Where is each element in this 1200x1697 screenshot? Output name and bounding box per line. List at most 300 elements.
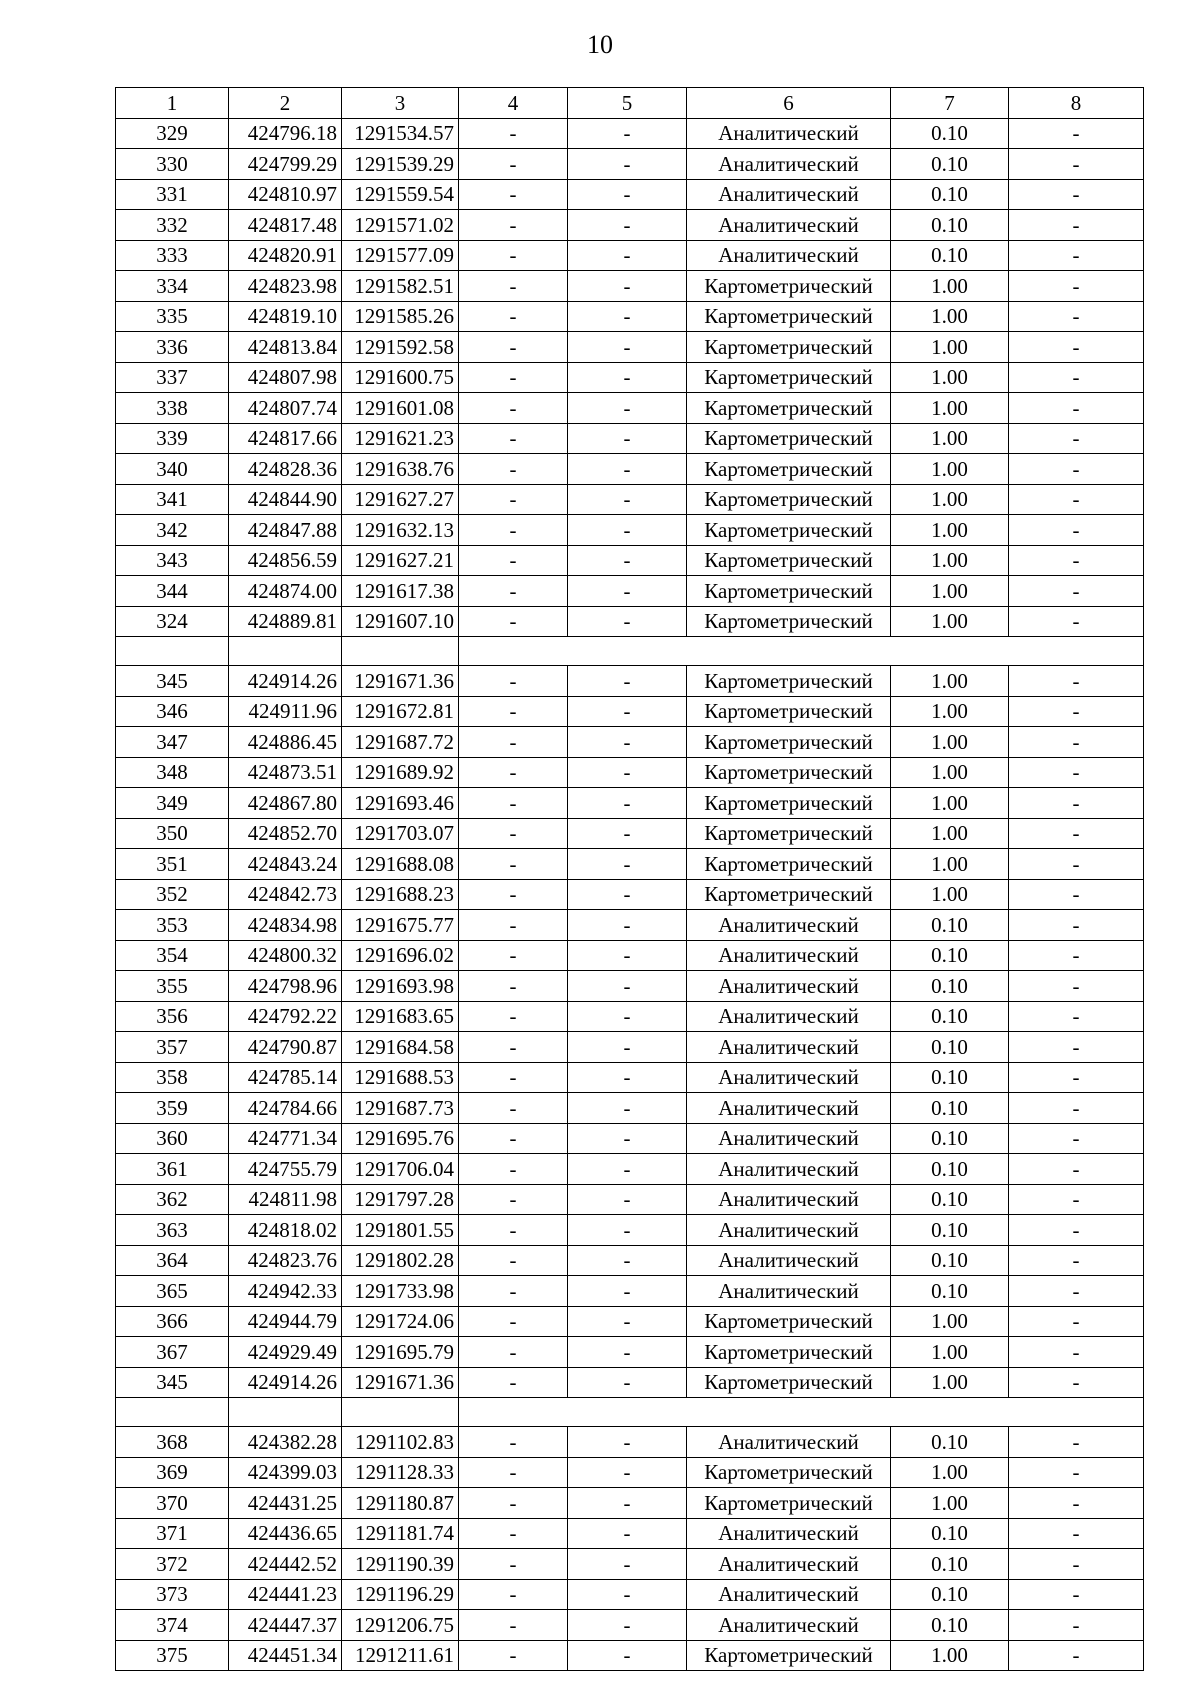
y-coordinate-cell: 1291627.27: [342, 484, 459, 515]
column-8-cell: -: [1009, 240, 1144, 271]
table-row: [116, 1427, 1144, 1458]
precision-cell: 0.10: [891, 1518, 1009, 1549]
precision-cell: 0.10: [891, 1154, 1009, 1185]
y-coordinate-cell: 1291675.77: [342, 910, 459, 941]
column-5-cell: -: [568, 1306, 687, 1337]
y-coordinate-cell: 1291600.75: [342, 362, 459, 393]
method-cell: Аналитический: [687, 1062, 891, 1093]
method-cell: Аналитический: [687, 240, 891, 271]
method-cell: Картометрический: [687, 1306, 891, 1337]
column-header: 2: [229, 88, 342, 119]
column-5-cell: -: [568, 454, 687, 485]
table-row: [116, 1306, 1144, 1337]
x-coordinate-cell: 424810.97: [229, 179, 342, 210]
y-coordinate-cell: 1291687.72: [342, 727, 459, 758]
table-row: [116, 1032, 1144, 1063]
precision-cell: 1.00: [891, 393, 1009, 424]
precision-cell: 0.10: [891, 1549, 1009, 1580]
y-coordinate-cell: 1291688.53: [342, 1062, 459, 1093]
y-coordinate-cell: 1291632.13: [342, 515, 459, 546]
method-cell: Картометрический: [687, 332, 891, 363]
point-number-cell: 367: [116, 1337, 229, 1368]
y-coordinate-cell: 1291627.21: [342, 545, 459, 576]
column-5-cell: -: [568, 1276, 687, 1307]
precision-cell: 1.00: [891, 545, 1009, 576]
point-number-cell: 371: [116, 1518, 229, 1549]
column-4-cell: -: [459, 362, 568, 393]
point-number-cell: 331: [116, 179, 229, 210]
column-5-cell: -: [568, 240, 687, 271]
column-5-cell: -: [568, 484, 687, 515]
x-coordinate-cell: 424929.49: [229, 1337, 342, 1368]
y-coordinate-cell: 1291688.23: [342, 879, 459, 910]
column-4-cell: -: [459, 210, 568, 241]
x-coordinate-cell: 424843.24: [229, 849, 342, 880]
empty-cell: [459, 1398, 1144, 1427]
x-coordinate-cell: 424441.23: [229, 1579, 342, 1610]
y-coordinate-cell: 1291128.33: [342, 1457, 459, 1488]
precision-cell: 1.00: [891, 788, 1009, 819]
column-5-cell: -: [568, 1367, 687, 1398]
column-5-cell: -: [568, 940, 687, 971]
column-5-cell: -: [568, 1427, 687, 1458]
x-coordinate-cell: 424785.14: [229, 1062, 342, 1093]
x-coordinate-cell: 424817.48: [229, 210, 342, 241]
point-number-cell: 335: [116, 301, 229, 332]
y-coordinate-cell: 1291684.58: [342, 1032, 459, 1063]
column-4-cell: -: [459, 1215, 568, 1246]
column-4-cell: -: [459, 606, 568, 637]
method-cell: Картометрический: [687, 696, 891, 727]
column-8-cell: -: [1009, 1579, 1144, 1610]
point-number-cell: 330: [116, 149, 229, 180]
column-8-cell: -: [1009, 545, 1144, 576]
precision-cell: 0.10: [891, 1245, 1009, 1276]
column-8-cell: -: [1009, 727, 1144, 758]
y-coordinate-cell: 1291585.26: [342, 301, 459, 332]
method-cell: Картометрический: [687, 393, 891, 424]
column-5-cell: -: [568, 1549, 687, 1580]
point-number-cell: 370: [116, 1488, 229, 1519]
point-number-cell: 365: [116, 1276, 229, 1307]
y-coordinate-cell: 1291539.29: [342, 149, 459, 180]
column-4-cell: -: [459, 1367, 568, 1398]
column-5-cell: -: [568, 210, 687, 241]
x-coordinate-cell: 424818.02: [229, 1215, 342, 1246]
column-8-cell: -: [1009, 332, 1144, 363]
point-number-cell: 347: [116, 727, 229, 758]
precision-cell: 1.00: [891, 1367, 1009, 1398]
column-4-cell: -: [459, 1640, 568, 1671]
y-coordinate-cell: 1291696.02: [342, 940, 459, 971]
table-row: [116, 1579, 1144, 1610]
precision-cell: 1.00: [891, 1457, 1009, 1488]
y-coordinate-cell: 1291582.51: [342, 271, 459, 302]
column-5-cell: -: [568, 423, 687, 454]
column-4-cell: -: [459, 332, 568, 363]
column-5-cell: -: [568, 1215, 687, 1246]
point-number-cell: 360: [116, 1123, 229, 1154]
column-5-cell: -: [568, 757, 687, 788]
column-5-cell: -: [568, 1640, 687, 1671]
column-8-cell: -: [1009, 301, 1144, 332]
column-4-cell: -: [459, 1427, 568, 1458]
table-row: [116, 1215, 1144, 1246]
y-coordinate-cell: 1291571.02: [342, 210, 459, 241]
y-coordinate-cell: 1291102.83: [342, 1427, 459, 1458]
table-row: [116, 1640, 1144, 1671]
y-coordinate-cell: 1291601.08: [342, 393, 459, 424]
precision-cell: 0.10: [891, 1610, 1009, 1641]
point-number-cell: 329: [116, 118, 229, 149]
column-5-cell: -: [568, 301, 687, 332]
column-8-cell: -: [1009, 757, 1144, 788]
point-number-cell: 341: [116, 484, 229, 515]
column-4-cell: -: [459, 1457, 568, 1488]
point-number-cell: 343: [116, 545, 229, 576]
table-row: [116, 1123, 1144, 1154]
table-row: [116, 788, 1144, 819]
column-4-cell: -: [459, 1610, 568, 1641]
precision-cell: 0.10: [891, 910, 1009, 941]
column-8-cell: -: [1009, 666, 1144, 697]
precision-cell: 1.00: [891, 454, 1009, 485]
point-number-cell: 356: [116, 1001, 229, 1032]
column-8-cell: -: [1009, 1337, 1144, 1368]
point-number-cell: 372: [116, 1549, 229, 1580]
column-8-cell: -: [1009, 179, 1144, 210]
x-coordinate-cell: 424431.25: [229, 1488, 342, 1519]
precision-cell: 1.00: [891, 332, 1009, 363]
column-5-cell: -: [568, 971, 687, 1002]
column-8-cell: -: [1009, 393, 1144, 424]
column-8-cell: -: [1009, 1123, 1144, 1154]
table-row: [116, 1518, 1144, 1549]
y-coordinate-cell: 1291797.28: [342, 1184, 459, 1215]
table-row: [116, 1245, 1144, 1276]
column-header: 4: [459, 88, 568, 119]
method-cell: Картометрический: [687, 849, 891, 880]
y-coordinate-cell: 1291683.65: [342, 1001, 459, 1032]
point-number-cell: 349: [116, 788, 229, 819]
y-coordinate-cell: 1291688.08: [342, 849, 459, 880]
column-4-cell: -: [459, 271, 568, 302]
column-5-cell: -: [568, 1245, 687, 1276]
column-8-cell: -: [1009, 576, 1144, 607]
x-coordinate-cell: 424823.76: [229, 1245, 342, 1276]
y-coordinate-cell: 1291621.23: [342, 423, 459, 454]
column-8-cell: -: [1009, 515, 1144, 546]
precision-cell: 0.10: [891, 971, 1009, 1002]
point-number-cell: 369: [116, 1457, 229, 1488]
column-4-cell: -: [459, 515, 568, 546]
precision-cell: 1.00: [891, 757, 1009, 788]
column-8-cell: -: [1009, 1427, 1144, 1458]
y-coordinate-cell: 1291534.57: [342, 118, 459, 149]
precision-cell: 1.00: [891, 727, 1009, 758]
column-4-cell: -: [459, 940, 568, 971]
column-4-cell: -: [459, 879, 568, 910]
point-number-cell: 344: [116, 576, 229, 607]
table-row: [116, 332, 1144, 363]
column-5-cell: -: [568, 576, 687, 607]
table-header-row: [116, 88, 1144, 119]
table-row: [116, 423, 1144, 454]
method-cell: Картометрический: [687, 1337, 891, 1368]
x-coordinate-cell: 424447.37: [229, 1610, 342, 1641]
method-cell: Картометрический: [687, 788, 891, 819]
column-4-cell: -: [459, 1579, 568, 1610]
precision-cell: 1.00: [891, 818, 1009, 849]
x-coordinate-cell: 424399.03: [229, 1457, 342, 1488]
table-row: [116, 118, 1144, 149]
point-number-cell: 334: [116, 271, 229, 302]
x-coordinate-cell: 424771.34: [229, 1123, 342, 1154]
point-number-cell: 359: [116, 1093, 229, 1124]
column-5-cell: -: [568, 332, 687, 363]
precision-cell: 0.10: [891, 149, 1009, 180]
column-8-cell: -: [1009, 1154, 1144, 1185]
precision-cell: 0.10: [891, 240, 1009, 271]
table-row: [116, 362, 1144, 393]
column-5-cell: -: [568, 1579, 687, 1610]
column-8-cell: -: [1009, 1488, 1144, 1519]
table-row: [116, 1337, 1144, 1368]
method-cell: Аналитический: [687, 1518, 891, 1549]
method-cell: Аналитический: [687, 1579, 891, 1610]
method-cell: Картометрический: [687, 818, 891, 849]
precision-cell: 1.00: [891, 1640, 1009, 1671]
column-4-cell: -: [459, 1093, 568, 1124]
column-4-cell: -: [459, 1549, 568, 1580]
x-coordinate-cell: 424799.29: [229, 149, 342, 180]
column-8-cell: -: [1009, 1306, 1144, 1337]
column-4-cell: -: [459, 788, 568, 819]
point-number-cell: 345: [116, 666, 229, 697]
point-number-cell: 358: [116, 1062, 229, 1093]
point-number-cell: 352: [116, 879, 229, 910]
column-5-cell: -: [568, 1518, 687, 1549]
table-row: [116, 879, 1144, 910]
column-8-cell: -: [1009, 940, 1144, 971]
column-8-cell: -: [1009, 484, 1144, 515]
point-number-cell: 362: [116, 1184, 229, 1215]
coordinates-table: [115, 87, 1144, 1671]
x-coordinate-cell: 424914.26: [229, 1367, 342, 1398]
y-coordinate-cell: 1291693.46: [342, 788, 459, 819]
method-cell: Аналитический: [687, 1001, 891, 1032]
column-4-cell: -: [459, 910, 568, 941]
column-8-cell: -: [1009, 454, 1144, 485]
method-cell: Аналитический: [687, 1184, 891, 1215]
point-number-cell: 337: [116, 362, 229, 393]
point-number-cell: 374: [116, 1610, 229, 1641]
y-coordinate-cell: 1291695.76: [342, 1123, 459, 1154]
table-row: [116, 1093, 1144, 1124]
method-cell: Аналитический: [687, 149, 891, 180]
column-5-cell: -: [568, 1093, 687, 1124]
column-header: 1: [116, 88, 229, 119]
method-cell: Картометрический: [687, 1367, 891, 1398]
column-8-cell: -: [1009, 210, 1144, 241]
precision-cell: 0.10: [891, 1093, 1009, 1124]
column-8-cell: -: [1009, 271, 1144, 302]
x-coordinate-cell: 424817.66: [229, 423, 342, 454]
x-coordinate-cell: 424844.90: [229, 484, 342, 515]
column-4-cell: -: [459, 393, 568, 424]
table-row: [116, 1549, 1144, 1580]
empty-cell: [342, 1398, 459, 1427]
table-row: [116, 1488, 1144, 1519]
column-5-cell: -: [568, 1337, 687, 1368]
column-4-cell: -: [459, 423, 568, 454]
method-cell: Картометрический: [687, 301, 891, 332]
precision-cell: 1.00: [891, 515, 1009, 546]
point-number-cell: 375: [116, 1640, 229, 1671]
method-cell: Картометрический: [687, 606, 891, 637]
column-5-cell: -: [568, 696, 687, 727]
precision-cell: 1.00: [891, 606, 1009, 637]
column-4-cell: -: [459, 149, 568, 180]
column-8-cell: -: [1009, 788, 1144, 819]
column-header: 6: [687, 88, 891, 119]
x-coordinate-cell: 424873.51: [229, 757, 342, 788]
point-number-cell: 361: [116, 1154, 229, 1185]
y-coordinate-cell: 1291559.54: [342, 179, 459, 210]
x-coordinate-cell: 424856.59: [229, 545, 342, 576]
column-5-cell: -: [568, 727, 687, 758]
y-coordinate-cell: 1291695.79: [342, 1337, 459, 1368]
column-8-cell: -: [1009, 1032, 1144, 1063]
x-coordinate-cell: 424914.26: [229, 666, 342, 697]
method-cell: Картометрический: [687, 666, 891, 697]
x-coordinate-cell: 424852.70: [229, 818, 342, 849]
x-coordinate-cell: 424828.36: [229, 454, 342, 485]
precision-cell: 1.00: [891, 1488, 1009, 1519]
method-cell: Картометрический: [687, 757, 891, 788]
precision-cell: 1.00: [891, 301, 1009, 332]
empty-cell: [116, 1398, 229, 1427]
method-cell: Аналитический: [687, 940, 891, 971]
column-5-cell: -: [568, 1123, 687, 1154]
y-coordinate-cell: 1291703.07: [342, 818, 459, 849]
precision-cell: 1.00: [891, 879, 1009, 910]
precision-cell: 1.00: [891, 849, 1009, 880]
method-cell: Аналитический: [687, 910, 891, 941]
empty-cell: [229, 1398, 342, 1427]
method-cell: Аналитический: [687, 210, 891, 241]
column-8-cell: -: [1009, 1215, 1144, 1246]
table-row: [116, 1154, 1144, 1185]
column-4-cell: -: [459, 545, 568, 576]
page-number: 10: [587, 30, 613, 59]
column-5-cell: -: [568, 362, 687, 393]
column-5-cell: -: [568, 149, 687, 180]
column-4-cell: -: [459, 1123, 568, 1154]
point-number-cell: 332: [116, 210, 229, 241]
column-5-cell: -: [568, 788, 687, 819]
method-cell: Картометрический: [687, 545, 891, 576]
column-8-cell: -: [1009, 1640, 1144, 1671]
y-coordinate-cell: 1291724.06: [342, 1306, 459, 1337]
table-row: [116, 666, 1144, 697]
x-coordinate-cell: 424911.96: [229, 696, 342, 727]
x-coordinate-cell: 424834.98: [229, 910, 342, 941]
y-coordinate-cell: 1291190.39: [342, 1549, 459, 1580]
column-8-cell: -: [1009, 118, 1144, 149]
x-coordinate-cell: 424436.65: [229, 1518, 342, 1549]
column-5-cell: -: [568, 271, 687, 302]
column-4-cell: -: [459, 1488, 568, 1519]
x-coordinate-cell: 424944.79: [229, 1306, 342, 1337]
column-8-cell: -: [1009, 606, 1144, 637]
table-row: [116, 696, 1144, 727]
column-8-cell: -: [1009, 1001, 1144, 1032]
method-cell: Картометрический: [687, 271, 891, 302]
table-row: [116, 1184, 1144, 1215]
point-number-cell: 342: [116, 515, 229, 546]
column-4-cell: -: [459, 666, 568, 697]
column-4-cell: -: [459, 1184, 568, 1215]
point-number-cell: 355: [116, 971, 229, 1002]
table-row: [116, 301, 1144, 332]
x-coordinate-cell: 424811.98: [229, 1184, 342, 1215]
column-header: 8: [1009, 88, 1144, 119]
column-8-cell: -: [1009, 1457, 1144, 1488]
column-4-cell: -: [459, 971, 568, 1002]
column-4-cell: -: [459, 484, 568, 515]
table-row: [116, 1367, 1144, 1398]
method-cell: Аналитический: [687, 1032, 891, 1063]
table-row: [116, 179, 1144, 210]
method-cell: Аналитический: [687, 971, 891, 1002]
column-4-cell: -: [459, 757, 568, 788]
column-4-cell: -: [459, 179, 568, 210]
precision-cell: 0.10: [891, 940, 1009, 971]
x-coordinate-cell: 424867.80: [229, 788, 342, 819]
precision-cell: 1.00: [891, 423, 1009, 454]
column-5-cell: -: [568, 179, 687, 210]
column-8-cell: -: [1009, 362, 1144, 393]
column-4-cell: -: [459, 240, 568, 271]
y-coordinate-cell: 1291181.74: [342, 1518, 459, 1549]
column-8-cell: -: [1009, 1276, 1144, 1307]
empty-cell: [342, 637, 459, 666]
precision-cell: 0.10: [891, 179, 1009, 210]
precision-cell: 0.10: [891, 1032, 1009, 1063]
table-row: [116, 727, 1144, 758]
column-8-cell: -: [1009, 1093, 1144, 1124]
precision-cell: 1.00: [891, 666, 1009, 697]
precision-cell: 0.10: [891, 1001, 1009, 1032]
column-8-cell: -: [1009, 1245, 1144, 1276]
empty-cell: [459, 637, 1144, 666]
precision-cell: 1.00: [891, 696, 1009, 727]
column-8-cell: -: [1009, 1518, 1144, 1549]
table-row: [116, 515, 1144, 546]
table-row: [116, 971, 1144, 1002]
column-8-cell: -: [1009, 971, 1144, 1002]
table-row: [116, 757, 1144, 788]
precision-cell: 0.10: [891, 1062, 1009, 1093]
table-row: [116, 393, 1144, 424]
table-row: [116, 1276, 1144, 1307]
table-row: [116, 271, 1144, 302]
column-5-cell: -: [568, 1032, 687, 1063]
column-4-cell: -: [459, 1518, 568, 1549]
method-cell: Аналитический: [687, 1549, 891, 1580]
table-row: [116, 1610, 1144, 1641]
